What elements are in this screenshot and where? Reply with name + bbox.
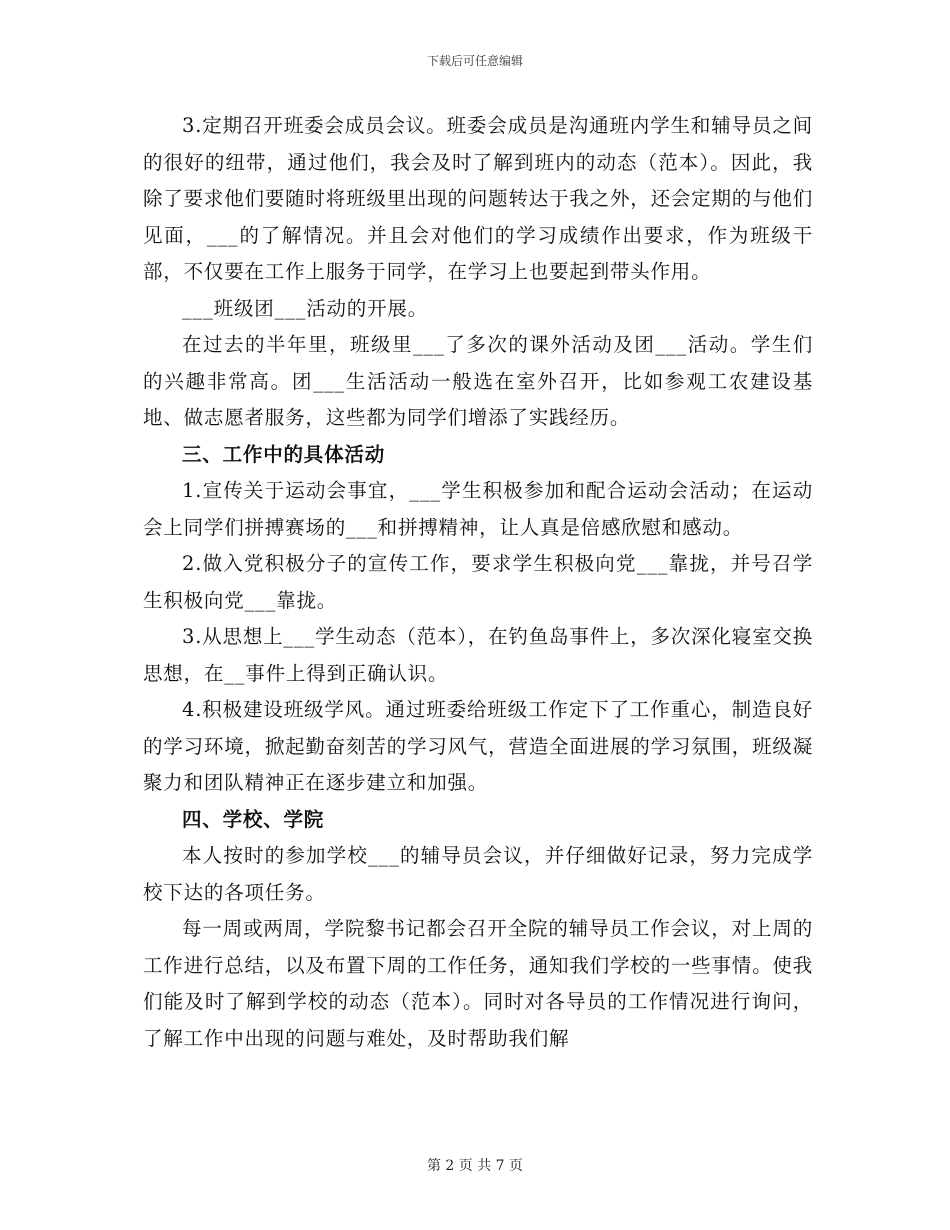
section-heading-specific-activities: 三、工作中的具体活动 (182, 442, 386, 466)
page-header-note: 下载后可任意编辑 (426, 54, 523, 68)
paragraph-class-committee-meeting: 3.定期召开班委会成员会议。班委会成员是沟通班内学生和辅导员之间的很好的纽带，通过他们，我会及时了解到班内的动态（范本）。因此，我除了要求他们要随时将班级里出现的问题转达于我之外，还会定期的与他们见面，___的了解情况。并且会对他们的学习成绩作出要求，作为班级干部，不仅要在工作上服务于同学，在学习上也要起到带头作用。 (143, 114, 813, 283)
paragraph-party-activists: 2.做入党积极分子的宣传工作，要求学生积极向党___靠拢，并号召学生积极向党___靠拢。 (143, 552, 813, 612)
paragraph-sports-meet: 1.宣传关于运动会事宜，___学生积极参加和配合运动会活动；在运动会上同学们拼搏赛场的___和拼搏精神，让人真是倍感欣慰和感动。 (143, 479, 813, 539)
document-body (143, 108, 813, 1057)
paragraph-school-meetings: 本人按时的参加学校___的辅导员会议，并仔细做好记录，努力完成学校下达的各项任务。 (143, 844, 813, 904)
section-heading-school-college: 四、学校、学院 (182, 807, 325, 831)
paragraph-study-style: 4.积极建设班级学风。通过班委给班级工作定下了工作重心，制造良好的学习环境，掀起勤奋刻苦的学习风气，营造全面进展的学习氛围，班级凝聚力和团队精神正在逐步建立和加强。 (143, 698, 813, 794)
paragraph-league-activities-title: ___班级团___活动的开展。 (182, 296, 428, 320)
paragraph-weekly-meetings: 每一周或两周，学院黎书记都会召开全院的辅导员工作会议，对上周的工作进行总结，以及布置下周的工作任务，通知我们学校的一些事情。使我们能及时了解到学校的动态（范本）。同时对各导员的工作情况进行询问，了解工作中出现的问题与难处，及时帮助我们解 (143, 917, 813, 1050)
paragraph-past-half-year: 在过去的半年里，班级里___了多次的课外活动及团___活动。学生们的兴趣非常高。团___生活活动一般选在室外召开，比如参观工农建设基地、做志愿者服务，这些都为同学们增添了实践经历。 (143, 333, 813, 429)
page-number-indicator: 第 2 页 共 7 页 (426, 1158, 524, 1174)
paragraph-student-thinking: 3.从思想上___学生动态（范本），在钓鱼岛事件上，多次深化寝室交换思想，在__事件上得到正确认识。 (143, 625, 813, 685)
